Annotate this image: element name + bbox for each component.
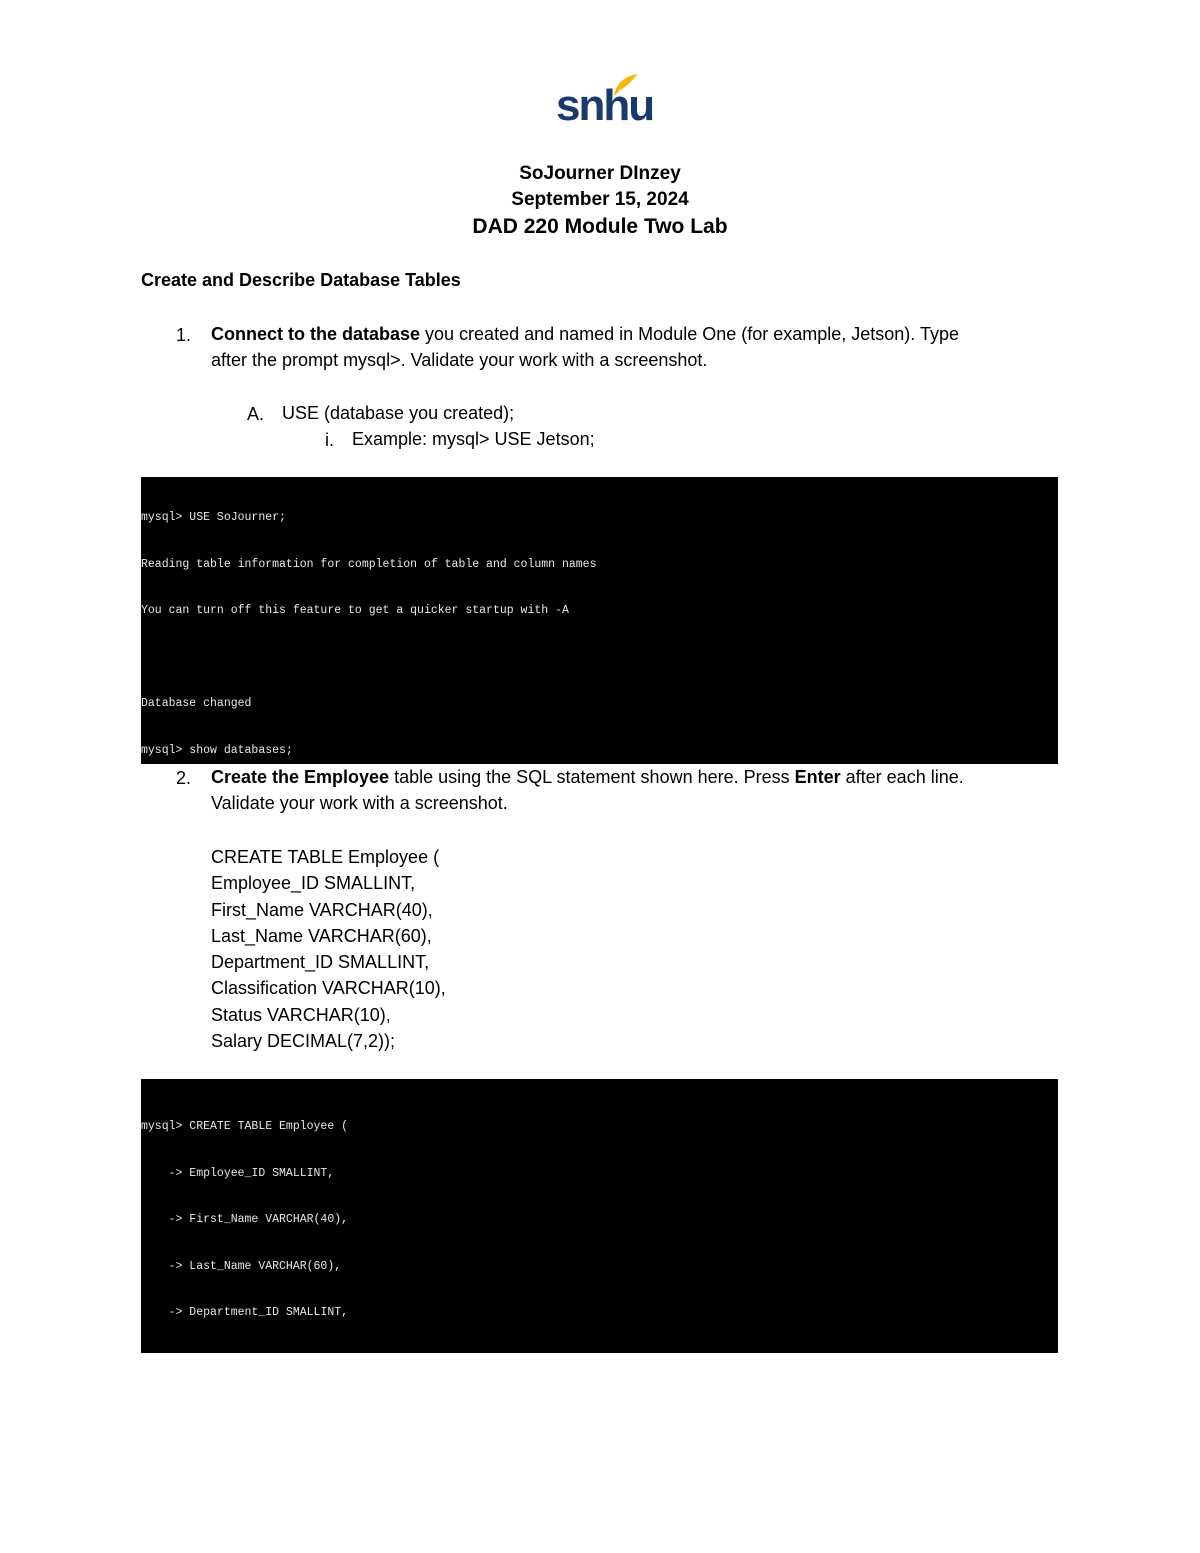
- document-title: DAD 220 Module Two Lab: [472, 215, 728, 238]
- sql-line: Salary DECIMAL(7,2));: [211, 1031, 396, 1052]
- sql-line: CREATE TABLE Employee (: [211, 847, 440, 867]
- terminal-line: -> Employee_ID SMALLINT,: [141, 1166, 335, 1180]
- terminal-line: [141, 650, 1058, 666]
- terminal-line: -> First_Name VARCHAR(40),: [141, 1213, 349, 1226]
- section-title: Create and Describe Database Tables: [141, 270, 461, 290]
- sql-line: Last_Name VARCHAR(60),: [211, 925, 432, 946]
- step-1-number: 1.: [176, 325, 192, 345]
- step-2-text: [211, 764, 1071, 816]
- step-1-text: [211, 321, 1051, 373]
- step-1a-text: USE (database you created);: [282, 403, 515, 423]
- step-1a-label: A.: [247, 404, 265, 424]
- step-2-mid: table using the SQL statement shown here. Press: [389, 767, 795, 787]
- step-2-bold2: Enter: [794, 767, 841, 787]
- terminal-line: You can turn off this feature to get a quicker startup with -A: [141, 604, 569, 617]
- author-name: SoJourner DInzey: [519, 163, 681, 184]
- sql-line: Employee_ID SMALLINT,: [211, 873, 416, 894]
- terminal-line: Database changed: [141, 697, 252, 710]
- terminal-screenshot-1: [141, 477, 1058, 764]
- terminal-line: -> Last_Name VARCHAR(60),: [141, 1259, 342, 1273]
- sql-line: Status VARCHAR(10),: [211, 1004, 391, 1025]
- step-1-rest: you created and named in Module One (for example, Jetson). Type: [420, 324, 960, 344]
- terminal-line: -> Department_ID SMALLINT,: [141, 1306, 349, 1319]
- step-1i-label: i.: [325, 430, 334, 450]
- step-2-number: 2.: [176, 768, 192, 788]
- sql-line: Department_ID SMALLINT,: [211, 952, 430, 973]
- terminal-line: mysql> show databases;: [141, 743, 293, 757]
- terminal-line: [141, 1352, 1058, 1354]
- terminal-line: mysql> CREATE TABLE Employee (: [141, 1120, 349, 1133]
- flame-icon: [610, 72, 640, 98]
- step-2-end: after each line.: [840, 767, 964, 787]
- sql-line: First_Name VARCHAR(40),: [211, 899, 433, 920]
- terminal-line: mysql> USE SoJourner;: [141, 511, 286, 524]
- step-1-bold: Connect to the database: [211, 324, 421, 344]
- step-2-bold1: Create the Employee: [211, 767, 390, 787]
- step-2-line2: Validate your work with a screenshot.: [211, 793, 508, 813]
- step-1-line2: after the prompt mysql>. Validate your work with a screenshot.: [211, 350, 708, 370]
- logo-text: snhu: [556, 81, 654, 130]
- terminal-screenshot-2: [141, 1079, 1058, 1353]
- terminal-line: Reading table information for completion of table and column names: [141, 557, 597, 571]
- document-date: September 15, 2024: [511, 189, 689, 210]
- sql-line: Classification VARCHAR(10),: [211, 978, 446, 999]
- snhu-logo: [552, 72, 654, 134]
- step-1i-text: Example: mysql> USE Jetson;: [352, 429, 595, 449]
- sql-code-block: [211, 844, 446, 1054]
